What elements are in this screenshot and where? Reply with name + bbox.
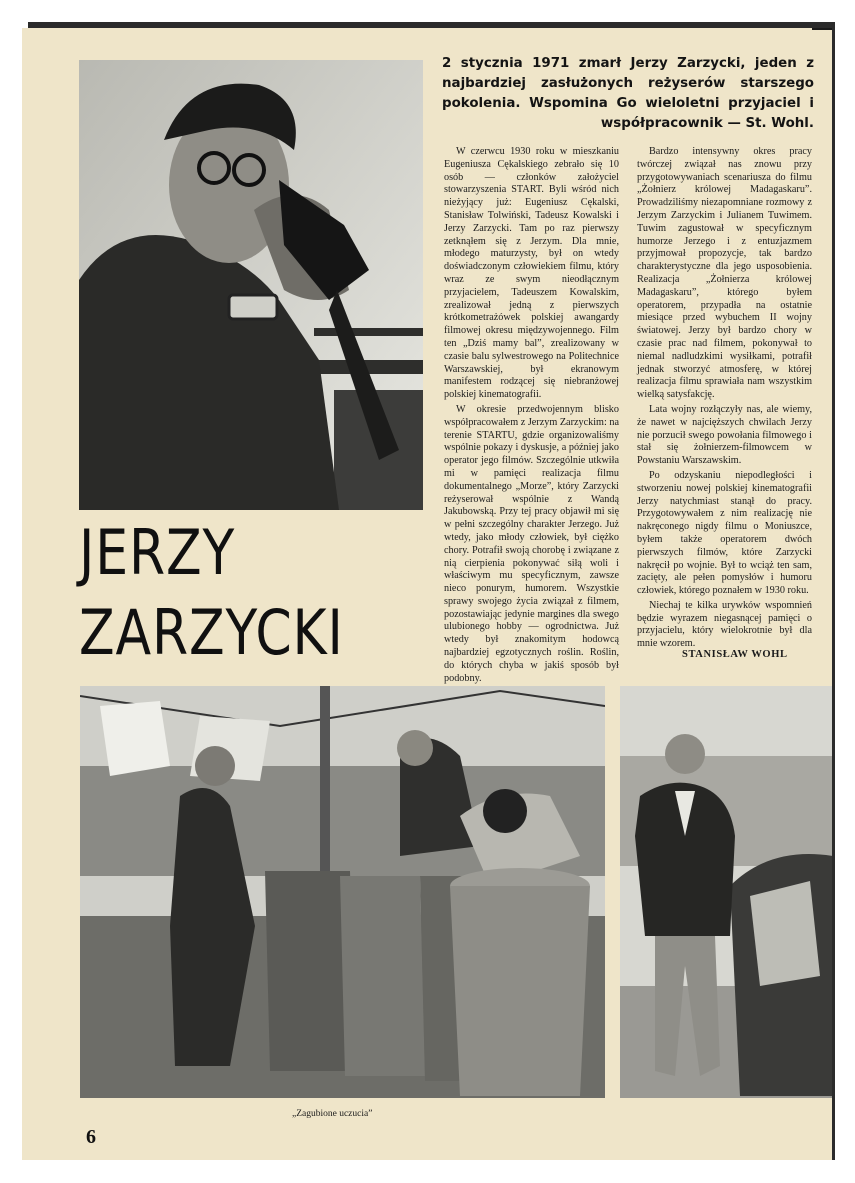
portrait-photo — [79, 60, 423, 510]
author-signature: STANISŁAW WOHL — [682, 649, 788, 660]
article-title-line-1: JERZY — [79, 516, 236, 589]
article-lead: 2 stycznia 1971 zmarł Jerzy Zarzycki, jeden z najbardziej zasłużonych reżyserów starszego pokolenia. Wspomina Go wieloletni przyjaciel i współpracownik — St. Wohl. — [442, 56, 814, 131]
paragraph: W czerwcu 1930 roku w mieszkaniu Eugeniusza Cękalskiego zebrało się 10 osób — członków założyciel stowarzyszenia START. Byli wśród nich nieżyjący już: Eugeniusz Cękalski, Stanisław Tolwiński, Tadeusz Kowalski i Jerzy Zarzycki. Tam po raz pierwszy zetknąłem się z Jerzym. Dla mnie, młodego maturzysty, był on wtedy doświadczonym człowiekiem filmu, który wraz ze swym nieodłącznym przyjacielem, Tadeuszem Kowalskim, zrealizował jedną z pierwszych krótkometrażówek polskiej awangardy filmowej okresu międzywojennego. Film ten „Dziś mamy bal”, zrealizowany w czasie balu sylwestrowego na Politechnice Warszawskiej, był ekranowym manifestem rodzącej się niebranżowej polskiej kinematografii. — [444, 146, 619, 401]
magazine-page — [22, 28, 832, 1160]
film-still-photo — [80, 686, 605, 1098]
page-corner — [812, 28, 832, 30]
article-column-left — [444, 146, 619, 687]
photo-caption: „Zagubione uczucia” — [292, 1109, 373, 1119]
article-column-right — [637, 146, 812, 653]
portrait-with-car-photo — [620, 686, 832, 1098]
article-title-line-2: ZARZYCKI — [79, 596, 344, 669]
paragraph: Bardzo intensywny okres pracy twórczej związał nas znowu przy przygotowywaniach scenariusza do filmu „Żołnierz królowej Madagaskaru”. Prowadziliśmy niezapomniane rozmowy z Jerzym Zarzyckim i Julianem Tuwimem. Tuwim zagustował w specyficznym humorze Jerzego i z entuzjazmem przyjmował propozycje, tak bardzo charakterystyczne dla jego usposobienia. Realizacja „Żołnierza królowej Madagaskaru”, którego byłem operatorem, przypadła na ostatnie miesiące przed wybuchem II wojny światowej. Jerzy był bardzo chory w czasie prac nad filmem, pokonywał to niemal nadludzkimi wysiłkami, potrafił jednak stworzyć atmosferę, w której realizacja filmu sprawiała nam wszystkim wielką satysfakcję. — [637, 146, 812, 401]
page-number: 6 — [86, 1126, 96, 1148]
paragraph: Niechaj te kilka urywków wspomnień będzie wyrazem niegasnącej pamięci o przyjacielu, który wielokrotnie był dla mnie wzorem. — [637, 599, 812, 650]
paragraph: W okresie przedwojennym blisko współpracowałem z Jerzym Zarzyckim: na terenie STARTU, gdzie organizowaliśmy wspólnie pokazy i dyskusje, a później jako operator jego filmów. Szczególnie utkwiła mi w pamięci realizacja filmu dokumentalnego „Morze”, który Zarzycki reżyserował wspólnie z Wandą Jakubowską. Przy tej pracy objawił mi się w pełni szczególny charakter Jerzego. Już wtedy, jako młody człowiek, był ciężko chory. Potrafił swoją chorobę i związane z nią cierpienia pokonywać siłą woli i właściwym mu specyficznym, zawsze nieco ponurym, humorem. Wszystkie sprawy swojego życia związał z filmem, pozostawiając jedynie margines dla swego ulubionego hobby — ogrodnictwa. Już wtedy był znakomitym hodowcą najbardziej egzotycznych roślin. Roślin, do których chyba w jakiś sposób był podobny. — [444, 403, 619, 684]
paragraph: Po odzyskaniu niepodległości i stworzeniu nowej polskiej kinematografii Jerzy natychmiast stanął do pracy. Przygotowywałem z nim realizację nie nakręconego nigdy filmu o Moniuszce, byłem także operatorem dwóch pierwszych filmów, które Zarzycki nakręcił po wojnie. Był to wciąż ten sam, zacięty, ale pełen pomysłów i humoru człowiek, którego poznałem w 1930 roku. — [637, 469, 812, 597]
paragraph: Lata wojny rozłączyły nas, ale wiemy, że nawet w najcięższych chwilach Jerzy nie porzucił swego powołania filmowego i stał się żołnierzem-filmowcem w Powstaniu Warszawskim. — [637, 403, 812, 467]
